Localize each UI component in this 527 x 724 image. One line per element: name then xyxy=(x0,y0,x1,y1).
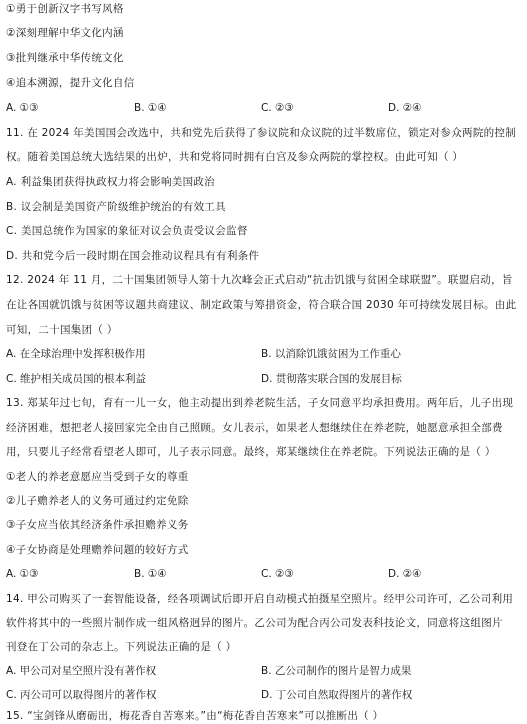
q15-stem-line-1: 15. “宝剑锋从磨砺出，梅花香自苦寒来。”由“梅花香自苦寒来”可以推断出（ ） xyxy=(6,710,384,722)
q13-stem-line-2: 经济困难，想把老人接回家完全由自己照顾。女儿表示，如果老人想继续住在养老院，她愿意承担全部费 xyxy=(6,422,503,434)
q11-option-c: C. 美国总统作为国家的象征对议会负责受议会监督 xyxy=(6,225,248,237)
q11-stem-line-2: 权。随着美国总统大选结果的出炉，共和党将同时拥有白宫及参众两院的掌控权。由此可知（ ） xyxy=(6,151,464,163)
q11-option-d: D. 共和党今后一段时期在国会推动议程具有有利条件 xyxy=(6,250,260,262)
q14-option-b: B. 乙公司制作的图片是智力成果 xyxy=(261,665,412,677)
q14-stem-line-1: 14. 甲公司购买了一套智能设备，经各项调试后即开启自动模式拍摄星空照片。经甲公司许可，乙公司利用 xyxy=(6,593,514,605)
q12-stem-line-1: 12. 2024 年 11 月，二十国集团领导人第十九次峰会正式启动“抗击饥饿与贫困全球联盟”。联盟启动，旨 xyxy=(6,274,513,286)
statement-1: ①勇于创新汉字书写风格 xyxy=(6,3,124,15)
q14-stem-line-3: 刊登在丁公司的杂志上。下列说法正确的是（ ） xyxy=(6,641,237,653)
q13-statement-3: ③子女应当依其经济条件承担赡养义务 xyxy=(6,519,189,531)
statement-4: ④追本溯源，提升文化自信 xyxy=(6,77,135,89)
q13-option-c: C. ②③ xyxy=(261,568,294,580)
option-b: B. ①④ xyxy=(134,102,167,114)
q13-option-b: B. ①④ xyxy=(134,568,167,580)
option-c: C. ②③ xyxy=(261,102,294,114)
q13-statement-4: ④子女协商是处理赡养问题的较好方式 xyxy=(6,544,189,556)
q12-option-d: D. 贯彻落实联合国的发展目标 xyxy=(261,373,402,385)
q13-option-d: D. ②④ xyxy=(388,568,422,580)
q13-stem-line-1: 13. 郑某年过七旬，育有一儿一女，他主动提出到养老院生活，子女同意平均承担费用。两年后，儿子出现 xyxy=(6,397,514,409)
q12-stem-line-3: 可知，二十国集团（ ） xyxy=(6,324,118,336)
statement-2: ②深刻理解中华文化内涵 xyxy=(6,27,124,39)
q12-option-a: A. 在全球治理中发挥积极作用 xyxy=(6,348,146,360)
q13-statement-2: ②儿子赡养老人的义务可通过约定免除 xyxy=(6,495,189,507)
q12-stem-line-2: 在让各国就饥饿与贫困等议题共商建议、制定政策与筹措资金，符合联合国 2030 年可持续发展目标。由此 xyxy=(6,299,517,311)
q13-stem-line-3: 用，只要儿子经常看望老人即可，儿子表示同意。最终，郑某继续住在养老院。下列说法正确的是（ ） xyxy=(6,446,496,458)
q11-option-a: A. 利益集团获得执政权力将会影响美国政治 xyxy=(6,176,215,188)
q12-option-c: C. 维护相关成员国的根本利益 xyxy=(6,373,147,385)
q12-option-b: B. 以消除饥饿贫困为工作重心 xyxy=(261,348,401,360)
statement-3: ③批判继承中华传统文化 xyxy=(6,52,124,64)
q14-option-a: A. 甲公司对星空照片没有著作权 xyxy=(6,665,157,677)
option-d: D. ②④ xyxy=(388,102,422,114)
q14-option-d: D. 丁公司自然取得图片的著作权 xyxy=(261,689,413,701)
q11-option-b: B. 议会制是美国资产阶级维护统治的有效工具 xyxy=(6,201,226,213)
q13-statement-1: ①老人的养老意愿应当受到子女的尊重 xyxy=(6,471,189,483)
q14-option-c: C. 丙公司可以取得图片的著作权 xyxy=(6,689,157,701)
q14-stem-line-2: 软件将其中的一些照片制作成一组风格迥异的图片。乙公司为配合丙公司发表科技论文，同意将这组图片 xyxy=(6,617,503,629)
option-a: A. ①③ xyxy=(6,102,39,114)
q13-option-a: A. ①③ xyxy=(6,568,39,580)
q11-stem-line-1: 11. 在 2024 年美国国会改选中，共和党先后获得了参议院和众议院的过半数席位，锁定对参众两院的控制 xyxy=(6,127,517,139)
